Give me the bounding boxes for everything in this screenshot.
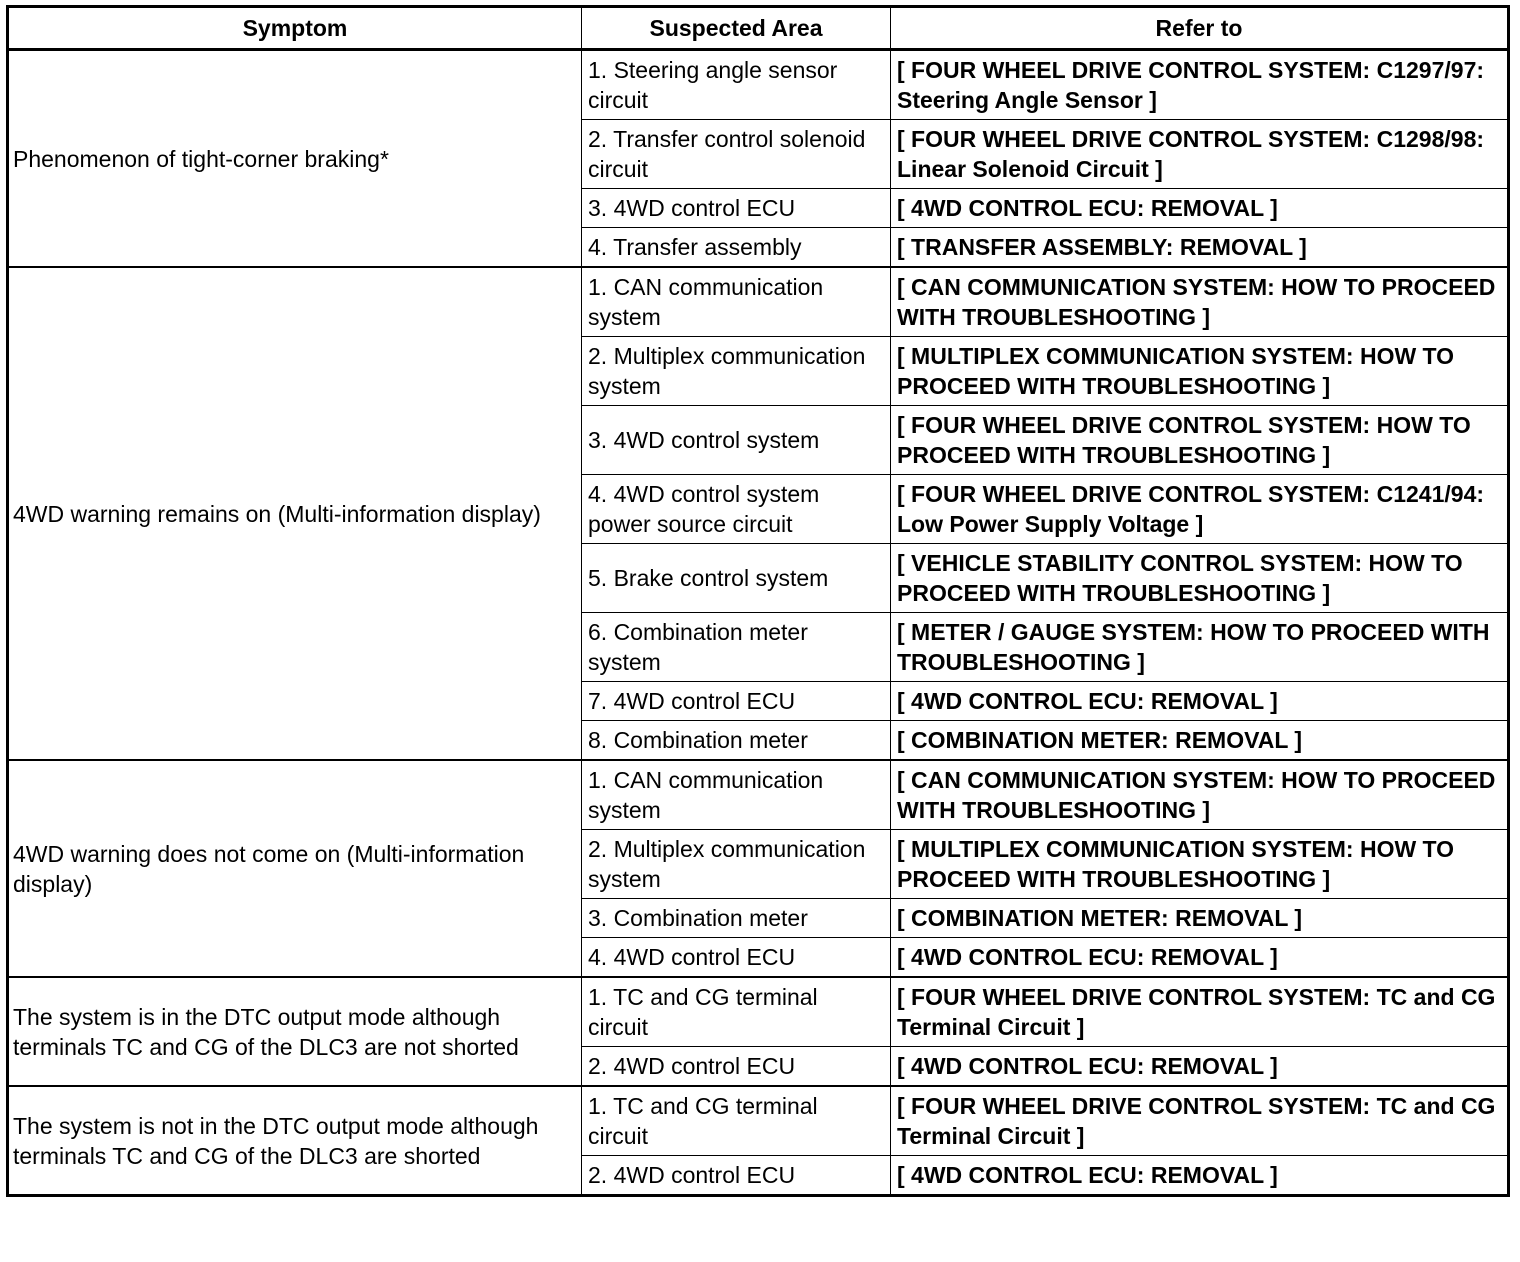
suspected-area-cell: 4. 4WD control ECU — [582, 938, 891, 978]
refer-link[interactable]: [ FOUR WHEEL DRIVE CONTROL SYSTEM: TC and CG Terminal Circuit ] — [891, 1086, 1509, 1156]
refer-link[interactable]: [ COMBINATION METER: REMOVAL ] — [891, 899, 1509, 938]
suspected-area-cell: 1. CAN communication system — [582, 267, 891, 337]
suspected-area-cell: 1. CAN communication system — [582, 760, 891, 830]
suspected-area-cell: 1. TC and CG terminal circuit — [582, 977, 891, 1047]
symptom-table — [6, 5, 1510, 1197]
suspected-area-cell: 2. 4WD control ECU — [582, 1156, 891, 1196]
symptom-cell: The system is not in the DTC output mode although terminals TC and CG of the DLC3 are shorted — [8, 1086, 582, 1196]
suspected-area-cell: 2. Multiplex communication system — [582, 830, 891, 899]
suspected-area-cell: 5. Brake control system — [582, 544, 891, 613]
suspected-area-cell: 1. TC and CG terminal circuit — [582, 1086, 891, 1156]
refer-link[interactable]: [ FOUR WHEEL DRIVE CONTROL SYSTEM: C1241/94: Low Power Supply Voltage ] — [891, 475, 1509, 544]
symptom-cell: 4WD warning remains on (Multi-information display) — [8, 267, 582, 760]
refer-link[interactable]: [ 4WD CONTROL ECU: REMOVAL ] — [891, 189, 1509, 228]
symptom-cell: Phenomenon of tight-corner braking* — [8, 50, 582, 268]
suspected-area-cell: 6. Combination meter system — [582, 613, 891, 682]
suspected-area-cell: 2. Multiplex communication system — [582, 337, 891, 406]
suspected-area-cell: 3. 4WD control system — [582, 406, 891, 475]
symptom-cell: 4WD warning does not come on (Multi-information display) — [8, 760, 582, 977]
header-symptom: Symptom — [8, 7, 582, 50]
refer-link[interactable]: [ 4WD CONTROL ECU: REMOVAL ] — [891, 1047, 1509, 1087]
refer-link[interactable]: [ FOUR WHEEL DRIVE CONTROL SYSTEM: C1297/97: Steering Angle Sensor ] — [891, 50, 1509, 120]
refer-link[interactable]: [ VEHICLE STABILITY CONTROL SYSTEM: HOW TO PROCEED WITH TROUBLESHOOTING ] — [891, 544, 1509, 613]
refer-link[interactable]: [ CAN COMMUNICATION SYSTEM: HOW TO PROCEED WITH TROUBLESHOOTING ] — [891, 267, 1509, 337]
table-row — [8, 760, 1509, 830]
header-suspected-area: Suspected Area — [582, 7, 891, 50]
suspected-area-cell: 4. 4WD control system power source circuit — [582, 475, 891, 544]
table-row — [8, 50, 1509, 120]
suspected-area-cell: 3. 4WD control ECU — [582, 189, 891, 228]
suspected-area-cell: 8. Combination meter — [582, 721, 891, 761]
refer-link[interactable]: [ TRANSFER ASSEMBLY: REMOVAL ] — [891, 228, 1509, 268]
suspected-area-cell: 7. 4WD control ECU — [582, 682, 891, 721]
refer-link[interactable]: [ CAN COMMUNICATION SYSTEM: HOW TO PROCEED WITH TROUBLESHOOTING ] — [891, 760, 1509, 830]
refer-link[interactable]: [ MULTIPLEX COMMUNICATION SYSTEM: HOW TO PROCEED WITH TROUBLESHOOTING ] — [891, 337, 1509, 406]
refer-link[interactable]: [ FOUR WHEEL DRIVE CONTROL SYSTEM: TC and CG Terminal Circuit ] — [891, 977, 1509, 1047]
refer-link[interactable]: [ COMBINATION METER: REMOVAL ] — [891, 721, 1509, 761]
header-row — [8, 7, 1509, 50]
table-row — [8, 267, 1509, 337]
suspected-area-cell: 2. Transfer control solenoid circuit — [582, 120, 891, 189]
suspected-area-cell: 1. Steering angle sensor circuit — [582, 50, 891, 120]
header-refer-to: Refer to — [891, 7, 1509, 50]
refer-link[interactable]: [ FOUR WHEEL DRIVE CONTROL SYSTEM: HOW TO PROCEED WITH TROUBLESHOOTING ] — [891, 406, 1509, 475]
refer-link[interactable]: [ 4WD CONTROL ECU: REMOVAL ] — [891, 1156, 1509, 1196]
suspected-area-cell: 4. Transfer assembly — [582, 228, 891, 268]
refer-link[interactable]: [ MULTIPLEX COMMUNICATION SYSTEM: HOW TO PROCEED WITH TROUBLESHOOTING ] — [891, 830, 1509, 899]
refer-link[interactable]: [ METER / GAUGE SYSTEM: HOW TO PROCEED WITH TROUBLESHOOTING ] — [891, 613, 1509, 682]
suspected-area-cell: 2. 4WD control ECU — [582, 1047, 891, 1087]
refer-link[interactable]: [ 4WD CONTROL ECU: REMOVAL ] — [891, 938, 1509, 978]
table-row — [8, 977, 1509, 1047]
suspected-area-cell: 3. Combination meter — [582, 899, 891, 938]
refer-link[interactable]: [ FOUR WHEEL DRIVE CONTROL SYSTEM: C1298/98: Linear Solenoid Circuit ] — [891, 120, 1509, 189]
refer-link[interactable]: [ 4WD CONTROL ECU: REMOVAL ] — [891, 682, 1509, 721]
symptom-cell: The system is in the DTC output mode although terminals TC and CG of the DLC3 are not shorted — [8, 977, 582, 1086]
table-row — [8, 1086, 1509, 1156]
